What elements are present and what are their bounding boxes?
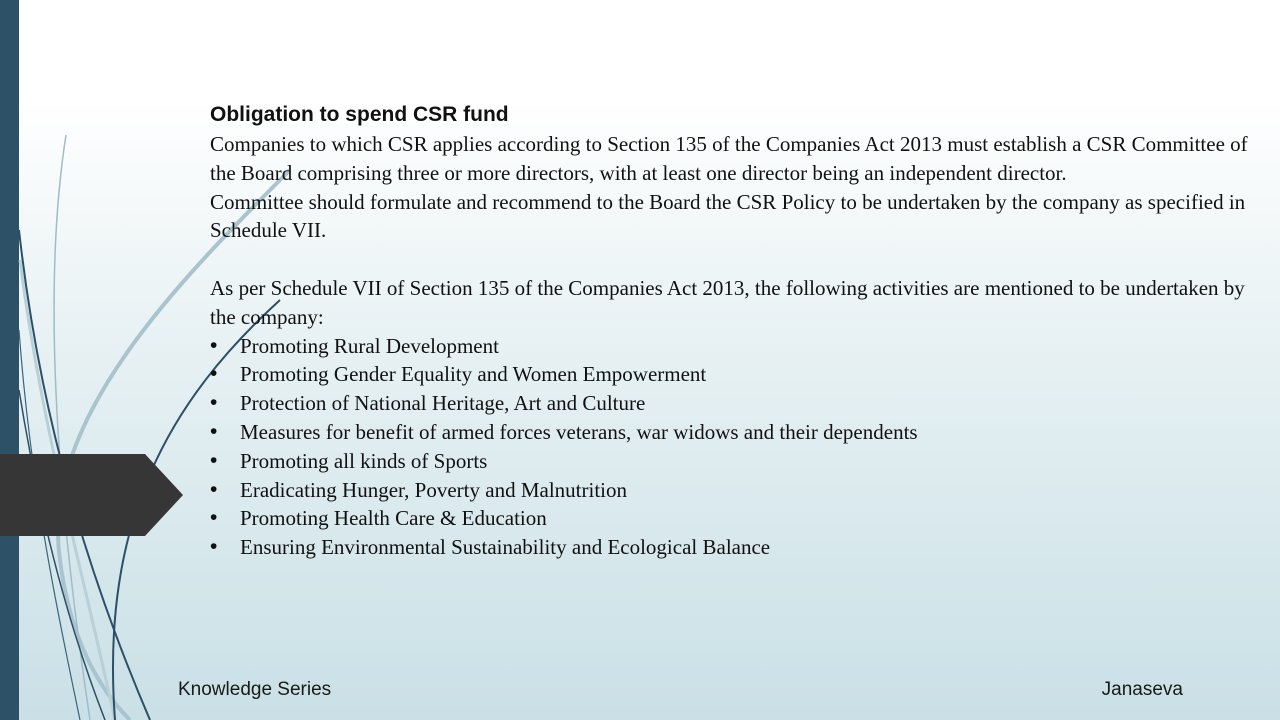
blank-line [210, 245, 1255, 274]
slide-heading: Obligation to spend CSR fund [210, 103, 509, 126]
list-item [210, 389, 1255, 418]
bullet-icon: • [210, 477, 218, 501]
list-item-text: Eradicating Hunger, Poverty and Malnutrition [240, 477, 627, 502]
list-item [210, 360, 1255, 389]
list-item-text: Ensuring Environmental Sustainability and Ecological Balance [240, 535, 771, 560]
bullet-icon: • [210, 506, 218, 530]
footer-brand-label: Janaseva [1101, 679, 1183, 700]
bullet-icon: • [210, 448, 218, 472]
list-item-text: Protection of National Heritage, Art and Culture [240, 391, 646, 416]
list-item [210, 476, 1255, 505]
list-item-text: Promoting Gender Equality and Women Empowerment [240, 362, 707, 387]
list-item [210, 418, 1255, 447]
paragraph-schedule-vii: As per Schedule VII of Section 135 of the Companies Act 2013, the following activities are mentioned to be undertaken by the company: [210, 275, 1245, 329]
bullet-icon: • [210, 333, 218, 357]
bullet-icon: • [210, 419, 218, 443]
arrow-tab-shape [0, 454, 183, 536]
paragraph-committee: Companies to which CSR applies according to Section 135 of the Companies Act 2013 must establish a CSR Committee of the Board comprising three or more directors, with at least one director being an independent director. [210, 132, 1248, 185]
list-item-text: Promoting all kinds of Sports [240, 448, 488, 473]
list-item [210, 447, 1255, 476]
list-item-text: Promoting Rural Development [240, 333, 499, 358]
bullet-icon: • [210, 391, 218, 415]
bullet-icon: • [210, 535, 218, 559]
list-item [210, 504, 1255, 533]
slide-content [210, 100, 1255, 562]
activities-list [210, 332, 1255, 562]
list-item-text: Measures for benefit of armed forces veterans, war widows and their dependents [240, 419, 918, 444]
list-item-text: Promoting Health Care & Education [240, 506, 547, 531]
paragraph-policy: Committee should formulate and recommend to the Board the CSR Policy to be undertaken by the company as specified in Schedule VII. [210, 189, 1246, 243]
list-item [210, 533, 1255, 562]
footer-series-label: Knowledge Series [178, 679, 332, 700]
bullet-icon: • [210, 362, 218, 386]
list-item [210, 332, 1255, 361]
